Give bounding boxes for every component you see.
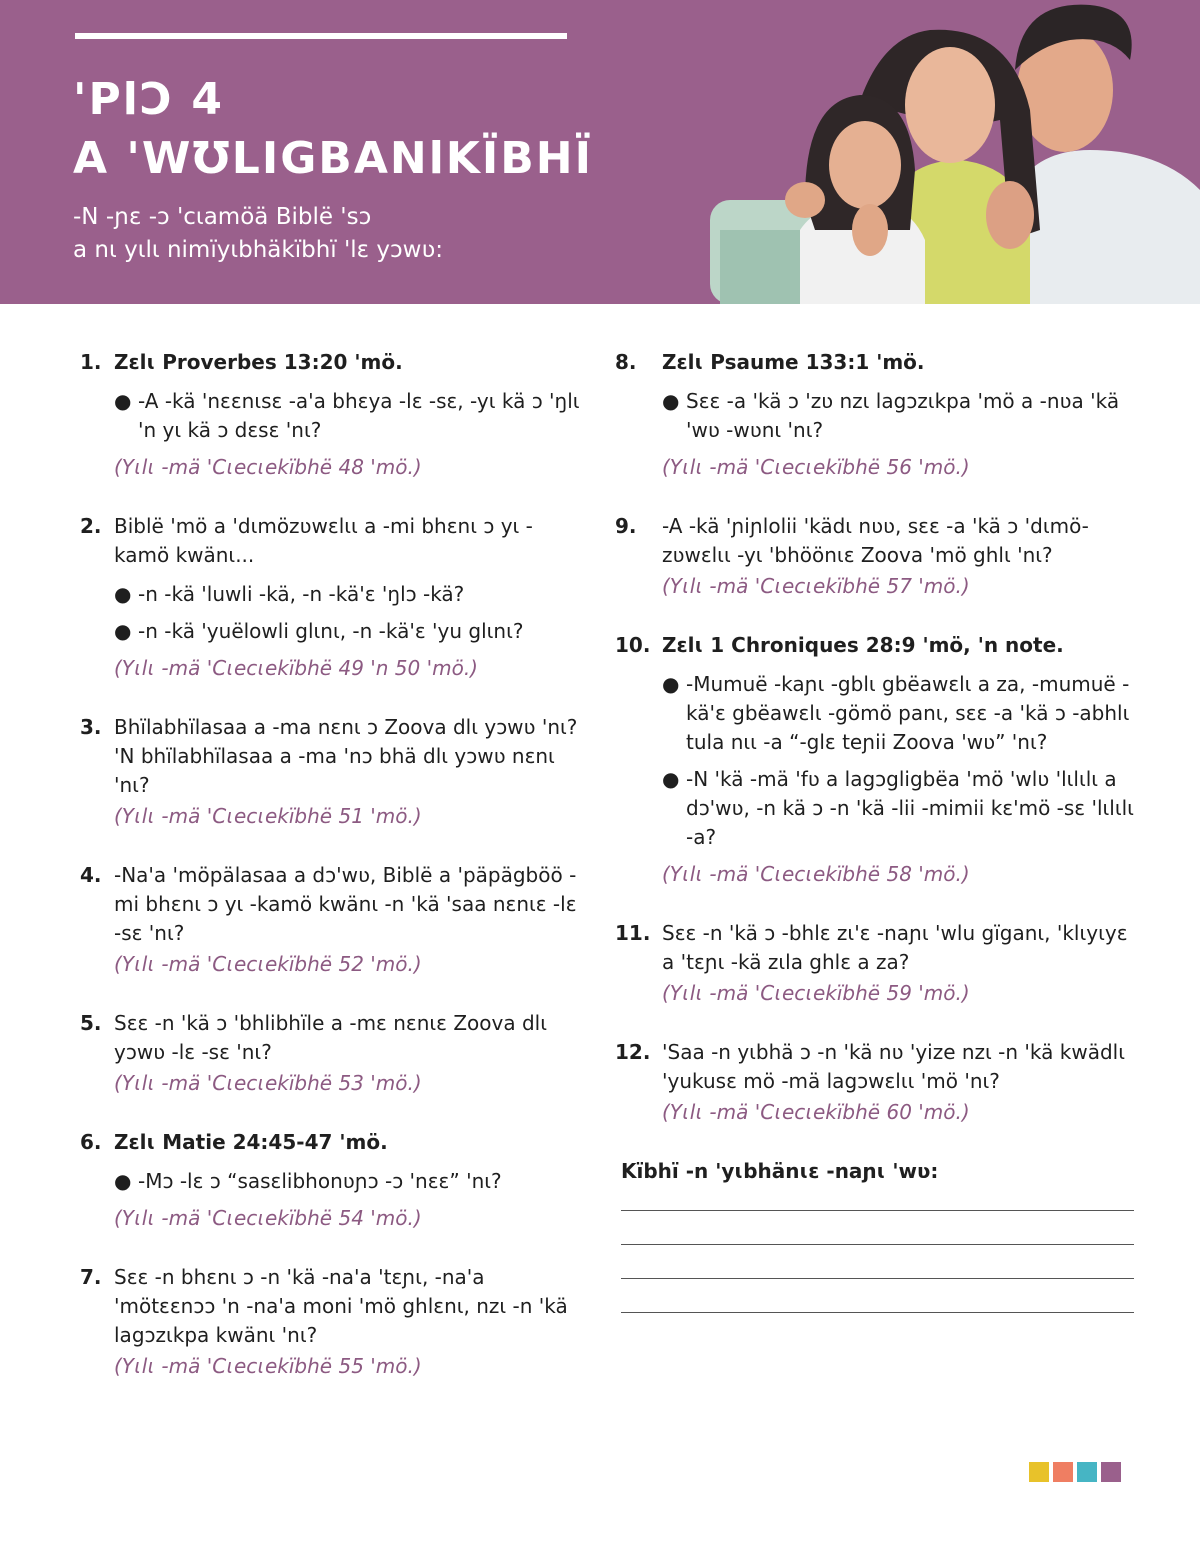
question-item [80, 1009, 580, 1098]
question-text: Bhïlabhïlasaa a -ma nɛnɩ ɔ Zoova dlɩ yɔwʋ 'nɩ? 'N bhïlabhïlasaa a -ma 'nɔ bhä dlɩ yɔwʋ nɛnɩ 'nɩ? [114, 715, 578, 797]
reference-text: (Yɩlɩ -mä 'Cɩecɩekïbhë 55 'mö.) [114, 1354, 422, 1378]
reference-text: (Yɩlɩ -mä 'Cɩecɩekïbhë 56 'mö.) [662, 455, 970, 479]
question-item [80, 348, 580, 482]
question-number: 7. [80, 1265, 102, 1289]
bullet-list [114, 580, 580, 646]
header-rule [75, 33, 567, 39]
question-number: 9. [615, 514, 637, 538]
question-number: 3. [80, 715, 102, 739]
question-text: Sɛɛ -n 'kä ɔ 'bhlibhïle a -mɛ nɛnɩɛ Zoova dlɩ yɔwʋ -lɛ -sɛ 'nɩ? [114, 1011, 547, 1064]
reference-text: (Yɩlɩ -mä 'Cɩecɩekïbhë 53 'mö.) [114, 1071, 422, 1095]
swatch-teal [1077, 1462, 1097, 1482]
bullet-text: -Mumuë -kaɲɩ -gblɩ gbëawɛlɩ a za, -mumuë -kä'ɛ gbëawɛlɩ -gömö panɩ, sɛɛ -a 'kä ɔ -abhlɩ tula nɩɩ -a “-glɛ teɲii Zoova 'wʋ” 'nɩ? [686, 672, 1130, 754]
question-text: Biblë 'mö a 'dɩmözʋwɛlɩɩ a -mi bhɛnɩ ɔ yɩ -kamö kwänɩ... [114, 514, 533, 567]
reference-text: (Yɩlɩ -mä 'Cɩecɩekïbhë 58 'mö.) [662, 862, 970, 886]
header-banner [0, 0, 1200, 304]
bullet-list [114, 387, 580, 445]
reference-text: (Yɩlɩ -mä 'Cɩecɩekïbhë 49 'n 50 'mö.) [114, 656, 478, 680]
reference-text: (Yɩlɩ -mä 'Cɩecɩekïbhë 52 'mö.) [114, 952, 422, 976]
question-item [615, 512, 1135, 601]
bullet-item [114, 617, 580, 646]
reference-text: (Yɩlɩ -mä 'Cɩecɩekïbhë 51 'mö.) [114, 804, 422, 828]
question-text: Sɛɛ -n 'kä ɔ -bhlɛ zɩ'ɛ -naɲɩ 'wlu gïganɩ, 'klɩyɩyɛ a 'tɛɲɩ -kä zɩla ghlɛ a za? [662, 921, 1128, 974]
bullet-icon: ● [662, 672, 680, 696]
question-item [80, 1128, 580, 1233]
bullet-icon: ● [114, 1169, 132, 1193]
bullet-item [662, 670, 1135, 757]
notes-line[interactable] [621, 1244, 1134, 1245]
bullet-item [114, 580, 580, 609]
bullet-icon: ● [114, 389, 132, 413]
question-number: 4. [80, 863, 102, 887]
question-text: Zɛlɩ Matie 24:45-47 'mö. [114, 1130, 388, 1154]
question-item [615, 1038, 1135, 1127]
question-item [80, 861, 580, 979]
bullet-item [114, 387, 580, 445]
question-number: 6. [80, 1130, 102, 1154]
bullet-text: -n -kä 'luwli -kä, -n -kä'ɛ 'ŋlɔ -kä? [138, 582, 465, 606]
reference-text: (Yɩlɩ -mä 'Cɩecɩekïbhë 57 'mö.) [662, 574, 970, 598]
lesson-name: A 'WƱLIGBANlKÏBHÏ [73, 133, 593, 184]
subtitle-line-2: a nɩ yɩlɩ nimïyɩbhäkïbhï 'lɛ yɔwʋ: [73, 237, 443, 263]
family-praying-illustration [710, 0, 1200, 304]
bullet-icon: ● [114, 582, 132, 606]
question-text: -Na'a 'möpälasaa a dɔ'wʋ, Biblë a 'päpägböö -mi bhɛnɩ ɔ yɩ -kamö kwänɩ -n 'kä 'saa nɛnɩɛ -lɛ -sɛ 'nɩ? [114, 863, 577, 945]
bullet-text: -N 'kä -mä 'fʋ a lagɔgligbëa 'mö 'wlʋ 'lɩlɩlɩ a dɔ'wʋ, -n kä ɔ -n 'kä -lii -mimii kɛ'mö -sɛ 'lɩlɩlɩ -a? [686, 767, 1134, 849]
question-item [615, 348, 1135, 482]
question-item [615, 919, 1135, 1008]
notes-label: Kïbhï -n 'yɩbhänɩɛ -naɲɩ 'wʋ: [621, 1159, 939, 1183]
color-swatches [1029, 1462, 1121, 1482]
bullet-text: -Mɔ -lɛ ɔ “sasɛlibhonʋɲɔ -ɔ 'nɛɛ” 'nɩ? [138, 1169, 502, 1193]
question-text: 'Saa -n yɩbhä ɔ -n 'kä nʋ 'yize nzɩ -n 'kä kwädlɩ 'yukusɛ mö -mä lagɔwɛlɩɩ 'mö 'nɩ? [662, 1040, 1125, 1093]
lesson-number: 'PlƆ 4 [73, 74, 225, 125]
bullet-icon: ● [114, 619, 132, 643]
question-number: 2. [80, 514, 102, 538]
swatch-yellow [1029, 1462, 1049, 1482]
questions-column-left [80, 348, 580, 1411]
bullet-item [662, 765, 1135, 852]
reference-text: (Yɩlɩ -mä 'Cɩecɩekïbhë 48 'mö.) [114, 455, 422, 479]
bullet-list [662, 387, 1135, 445]
notes-line[interactable] [621, 1312, 1134, 1313]
questions-column-right [615, 348, 1135, 1313]
bullet-text: -n -kä 'yuëlowli glɩnɩ, -n -kä'ɛ 'yu glɩnɩ? [138, 619, 524, 643]
question-number: 11. [615, 921, 651, 945]
bullet-text: Sɛɛ -a 'kä ɔ 'zʋ nzɩ lagɔzɩkpa 'mö a -nʋa 'kä 'wʋ -wʋnɩ 'nɩ? [686, 389, 1120, 442]
question-number: 1. [80, 350, 102, 374]
question-text: Sɛɛ -n bhɛnɩ ɔ -n 'kä -na'a 'tɛɲɩ, -na'a 'mötɛɛnɔɔ 'n -na'a moni 'mö ghlɛnɩ, nzɩ -n 'kä lagɔzɩkpa kwänɩ 'nɩ? [114, 1265, 568, 1347]
question-item [80, 713, 580, 831]
notes-line[interactable] [621, 1278, 1134, 1279]
bullet-item [114, 1167, 580, 1196]
question-number: 10. [615, 633, 651, 657]
reference-text: (Yɩlɩ -mä 'Cɩecɩekïbhë 59 'mö.) [662, 981, 970, 1005]
question-text: -A -kä 'ɲiɲlolii 'kädɩ nʋʋ, sɛɛ -a 'kä ɔ 'dɩmö-zʋwɛlɩɩ -yɩ 'bhöönɩɛ Zoova 'mö ghlɩ 'nɩ? [662, 514, 1089, 567]
reference-text: (Yɩlɩ -mä 'Cɩecɩekïbhë 54 'mö.) [114, 1206, 422, 1230]
swatch-coral [1053, 1462, 1073, 1482]
bullet-icon: ● [662, 767, 680, 791]
bullet-list [114, 1167, 580, 1196]
question-text: Zɛlɩ Proverbes 13:20 'mö. [114, 350, 403, 374]
question-number: 5. [80, 1011, 102, 1035]
question-text: Zɛlɩ Psaume 133:1 'mö. [662, 350, 925, 374]
question-text: Zɛlɩ 1 Chroniques 28:9 'mö, 'n note. [662, 633, 1064, 657]
notes-line[interactable] [621, 1210, 1134, 1211]
question-item [80, 1263, 580, 1381]
lesson-subtitle [73, 201, 443, 267]
question-item [80, 512, 580, 683]
bullet-text: -A -kä 'nɛɛnɩsɛ -a'a bhɛya -lɛ -sɛ, -yɩ kä ɔ 'ŋlɩ 'n yɩ kä ɔ dɛsɛ 'nɩ? [138, 389, 580, 442]
swatch-purple [1101, 1462, 1121, 1482]
reference-text: (Yɩlɩ -mä 'Cɩecɩekïbhë 60 'mö.) [662, 1100, 970, 1124]
question-number: 12. [615, 1040, 651, 1064]
subtitle-line-1: -N -ɲɛ -ɔ 'cɩamöä Biblë 'sɔ [73, 204, 372, 230]
question-item [615, 631, 1135, 889]
lesson-title [73, 70, 593, 188]
bullet-item [662, 387, 1135, 445]
question-number: 8. [615, 350, 637, 374]
bullet-icon: ● [662, 389, 680, 413]
bullet-list [662, 670, 1135, 852]
